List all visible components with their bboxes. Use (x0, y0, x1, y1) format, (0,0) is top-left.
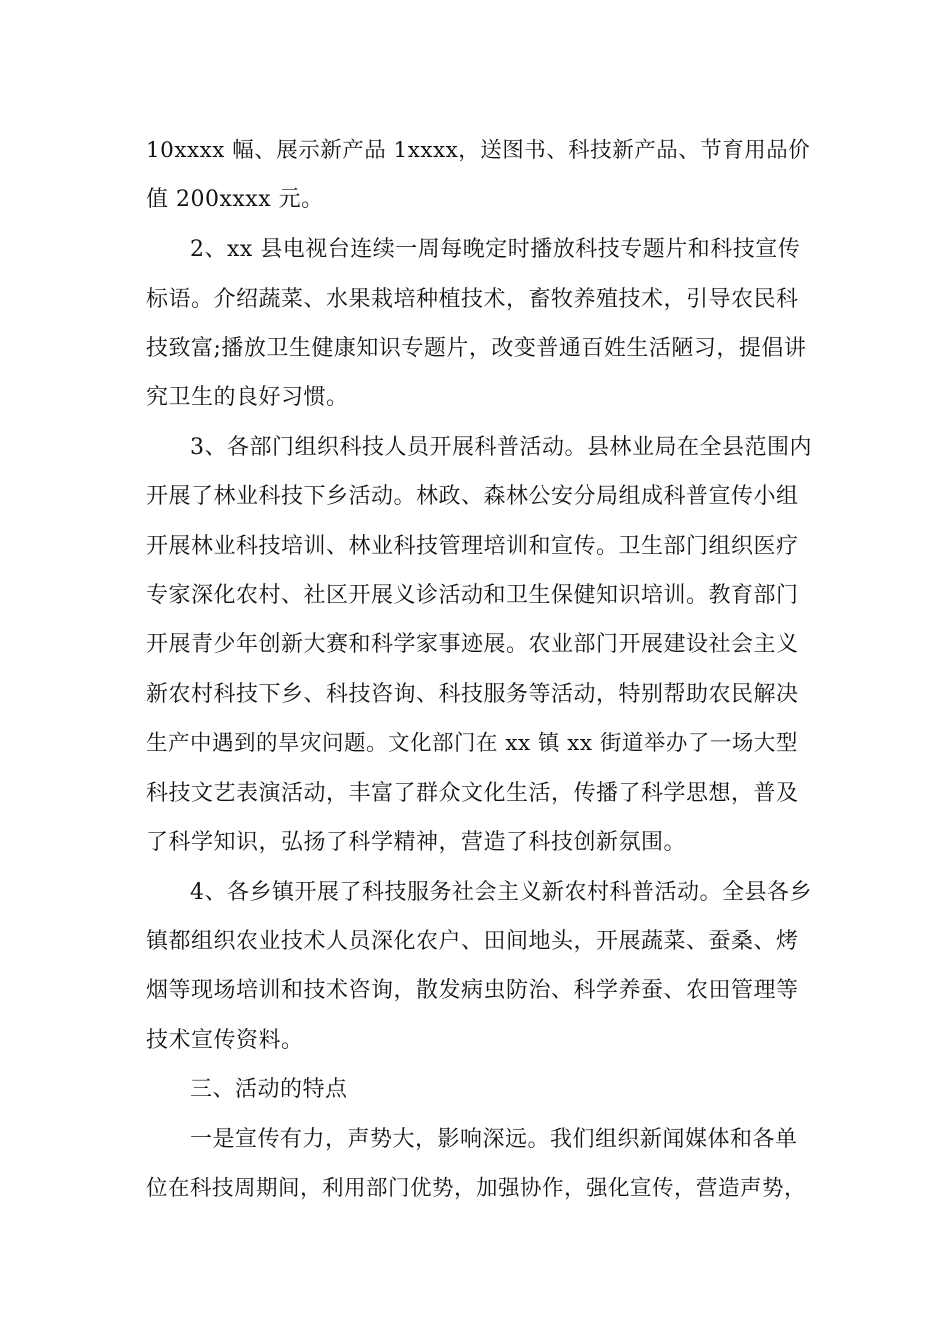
text-line: 科技文艺表演活动，丰富了群众文化生活，传播了科学思想，普及 (146, 781, 799, 806)
paragraph-start-line: 3、各部门组织科技人员开展科普活动。县林业局在全县范围内 (190, 435, 812, 460)
text-line: 位在科技周期间，利用部门优势，加强协作，强化宣传，营造声势， (146, 1176, 807, 1201)
text-line: 新农村科技下乡、科技咨询、科技服务等活动，特别帮助农民解决 (146, 682, 799, 707)
text-line: 技术宣传资料。 (146, 1028, 304, 1053)
text-line: 10xxxx 幅、展示新产品 1xxxx，送图书、科技新产品、节育用品价 (146, 138, 811, 163)
section-heading: 三、活动的特点 (190, 1077, 348, 1102)
text-line: 标语。介绍蔬菜、水果栽培种植技术，畜牧养殖技术，引导农民科 (146, 287, 799, 312)
text-line: 开展林业科技培训、林业科技管理培训和宣传。卫生部门组织医疗 (146, 534, 799, 559)
text-line: 镇都组织农业技术人员深化农户、田间地头，开展蔬菜、蚕桑、烤 (146, 929, 799, 954)
text-line: 开展青少年创新大赛和科学家事迹展。农业部门开展建设社会主义 (146, 632, 799, 657)
text-line: 专家深化农村、社区开展义诊活动和卫生保健知识培训。教育部门 (146, 583, 799, 608)
paragraph-start-line: 2、xx 县电视台连续一周每晚定时播放科技专题片和科技宣传 (190, 237, 801, 262)
text-line: 技致富;播放卫生健康知识专题片，改变普通百姓生活陋习，提倡讲 (146, 336, 807, 361)
paragraph-start-line: 一是宣传有力，声势大，影响深远。我们组织新闻媒体和各单 (190, 1127, 798, 1152)
text-line: 烟等现场培训和技术咨询，散发病虫防治、科学养蚕、农田管理等 (146, 978, 799, 1003)
text-line: 了科学知识，弘扬了科学精神，营造了科技创新氛围。 (146, 830, 687, 855)
text-line: 值 200xxxx 元。 (146, 187, 324, 212)
text-line: 生产中遇到的旱灾问题。文化部门在 xx 镇 xx 街道举办了一场大型 (146, 731, 798, 756)
paragraph-start-line: 4、各乡镇开展了科技服务社会主义新农村科普活动。全县各乡 (190, 880, 812, 905)
text-line: 究卫生的良好习惯。 (146, 385, 349, 410)
text-line: 开展了林业科技下乡活动。林政、森林公安分局组成科普宣传小组 (146, 484, 799, 509)
